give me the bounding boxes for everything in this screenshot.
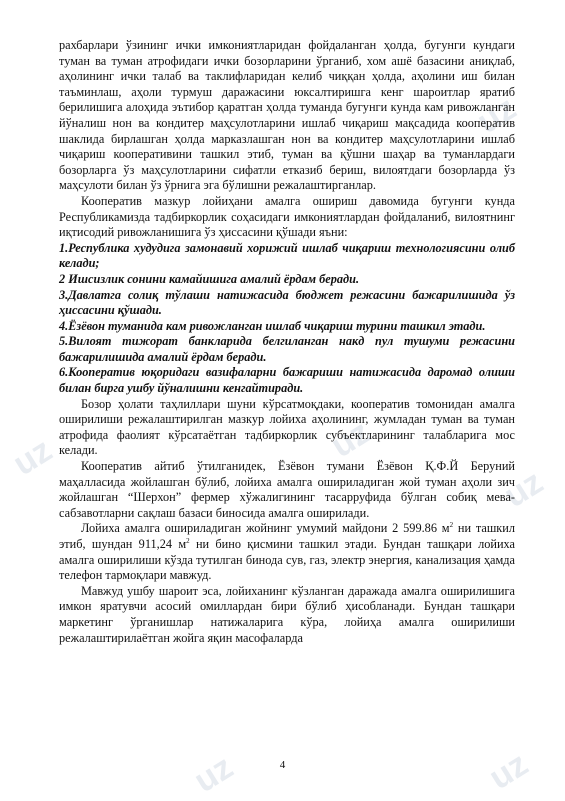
- list-item: 4.Ёзёвон туманида кам ривожланган ишлаб чиқариш турини ташкил этади.: [59, 318, 486, 333]
- list-item: 1.Республика худудига замонавий хорижий ишлаб чиқариш технологиясини олиб келади;: [59, 240, 515, 271]
- text-span: ни бино қисмини ташкил этади. Бундан ташқари лойиха амалга оширилиши кўзда тутилган бинода сув, газ, электр энергия, канализация ҳамда телефон тармоқлари мавжуд.: [59, 537, 515, 583]
- paragraph: рахбарлари ўзининг ички имкониятларидан фойдаланган ҳолда, бугунги кундаги туман ва туман атрофидаги ички бозорларини ўрганиб, хом ашё базасини аниқлаб, аҳолининг ички талаб ва таклифларидан келиб чиққан ҳолда, аҳолини иш билан таъминлаш, аҳоли турмуш даражасини юксалтиришга кенг шароитлар яратиб берилишига алоҳида эътибор қаратган ҳолда туманда бугунги кунда кам ривожланган йўналиш нон ва кондитер маҳсулотларини ишлаб чиқариш мақсадида кооператив шаклида бирлашган ҳолда марказлашган нон ва кондитер маҳсулотларини ишлаб чиқариш кооперативини ташкил этиб, туман ва қўшни шаҳар ва туманлардаги бозорларга ўз маҳсулотларини сифатли етказиб бериш, вилоятдаги бозорларда ўз маҳсулоти билан ўз ўрнига эга бўлишни режалаштирганлар.: [59, 38, 515, 193]
- list-item: 3.Давлатга солиқ тўлаши натижасида бюджет режасини бажарилишида ўз ҳиссасини қўшади.: [59, 287, 515, 318]
- document-body: [59, 38, 515, 646]
- paragraph: Кооператив мазкур лойиҳани амалга ошириш давомида бугунги кунда Республикамизда тадбиркорлик соҳасидаги имкониятлардан фойдаланиб, вилоятнинг иқтисодий ривожланишига ўз ҳиссасини қўшади яъни:: [59, 193, 515, 240]
- superscript: 2: [186, 536, 190, 545]
- text-span: ни ташкил этиб, шундан 911,24 м: [59, 521, 515, 551]
- list-item: 2 Ишсизлик сонини камайишига амалий ёрдам беради.: [59, 271, 360, 286]
- superscript: 2: [449, 521, 454, 530]
- paragraph: Мавжуд ушбу шароит эса, лойиханинг кўзланган даражада амалга оширилишига имкон яратувчи асосий омиллардан бири бўлиб ҳисобланади. Бундан ташқари маркетинг ўрганишлар натижаларига кўра, лойиҳа амалга оширилиши режалаштирилаётган жойга яқин масофаларда: [59, 583, 515, 645]
- watermark: uz: [482, 744, 535, 798]
- paragraph: [59, 521, 515, 583]
- watermark: uz: [497, 462, 550, 516]
- watermark: uz: [6, 430, 59, 484]
- watermark: uz: [187, 747, 240, 801]
- list-item: 6.Кооператив юқоридаги вазифаларни бажариши натижасида даромад олиши билан бирга ушбу йўналишни кенгайтиради.: [59, 365, 515, 396]
- list-item: 5.Вилоят тижорат банкларида белгиланган накд пул тушуми режасини бажарилишида амалий ёрдам беради.: [59, 334, 515, 364]
- watermark: uz: [470, 88, 523, 142]
- watermark: uz: [324, 412, 377, 466]
- paragraph: Кооператив айтиб ўтилганидек, Ёзёвон тумани Ёзёвон Қ.Ф.Й Беруний маҳалласида жойлашган бўлиб, лойиха амалга ошириладиган жой туман аҳоли зич жойлашган “Шерхон” фермер хўжалигининг тасарруфида бўлган собиқ мева-сабзавотларни сақлаш базаси биносида амалга оширилади.: [59, 459, 515, 520]
- text-span: Лойиха амалга ошириладиган жойнинг умумий майдони 2 599.86 м: [81, 521, 450, 536]
- page-number: 4: [279, 759, 286, 771]
- paragraph: Бозор ҳолати таҳлиллари шуни кўрсатмоқдаки, кооператив томонидан амалга оширилиши режалаштирилган мазкур лойиха аҳолининг, жумладан туман ва туман атрофида фаолият кўрсатаётган тадбиркорлик субъектларининг талабларига мос келади.: [59, 396, 515, 458]
